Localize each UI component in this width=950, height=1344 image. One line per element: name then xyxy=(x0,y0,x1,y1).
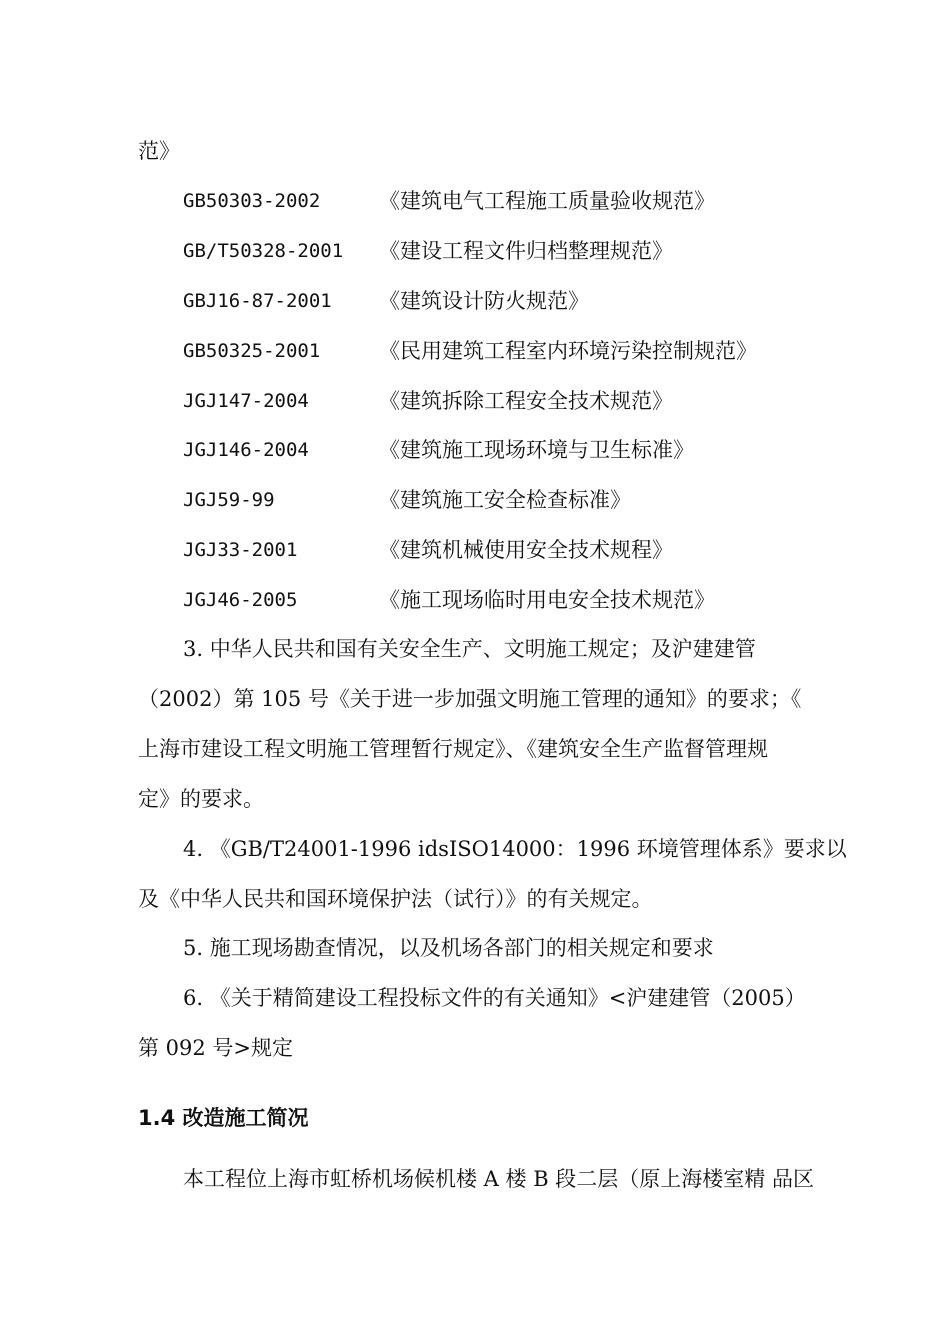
standard-title: 《建筑施工安全检查标准》 xyxy=(379,488,631,512)
item-4-line: 及《中华人民共和国环境保护法（试行）》的有关规定。 xyxy=(138,887,653,911)
item-4-line: 4. 《GB/T24001-1996 idsISO14000：1996 环境管理体系》要求以 xyxy=(183,837,847,861)
standard-title: 《民用建筑工程室内环境污染控制规范》 xyxy=(379,339,757,363)
standard-code: GBJ16-87-2001 xyxy=(183,290,332,312)
standard-code: JGJ59-99 xyxy=(183,489,275,511)
section-heading: 1.4 改造施工简况 xyxy=(138,1106,309,1130)
item-3-line: 定》的要求。 xyxy=(138,787,264,811)
standard-code: GB50325-2001 xyxy=(183,340,321,362)
item-6-line: 第 092 号>规定 xyxy=(138,1036,294,1060)
standard-title: 《建筑电气工程施工质量验收规范》 xyxy=(379,189,715,213)
standard-code: GB/T50328-2001 xyxy=(183,240,344,262)
section-paragraph-line: 本工程位上海市虹桥机场候机楼 A 楼 B 段二层（原上海楼室精 品区 xyxy=(183,1167,814,1191)
standard-title: 《建筑设计防火规范》 xyxy=(379,289,589,313)
standard-title: 《建筑拆除工程安全技术规范》 xyxy=(379,389,673,413)
item-3-line: （2002）第 105 号《关于进一步加强文明施工管理的通知》的要求；《 xyxy=(138,687,802,711)
standard-code: JGJ147-2004 xyxy=(183,390,309,412)
item-3-line: 3. 中华人民共和国有关安全生产、文明施工规定；及沪建建管 xyxy=(183,637,756,661)
standard-code: JGJ33-2001 xyxy=(183,539,298,561)
standard-title: 《建设工程文件归档整理规范》 xyxy=(379,239,673,263)
continued-text-fragment: 范》 xyxy=(138,139,180,163)
standard-code: GB50303-2002 xyxy=(183,190,321,212)
item-5-line: 5. 施工现场勘查情况，以及机场各部门的相关规定和要求 xyxy=(183,936,714,960)
item-3-line: 上海市建设工程文明施工管理暂行规定》、《建筑安全生产监督管理规 xyxy=(138,737,768,761)
standard-code: JGJ146-2004 xyxy=(183,439,309,461)
item-6-line: 6. 《关于精简建设工程投标文件的有关通知》<沪建建管（2005） xyxy=(183,986,806,1010)
standard-title: 《建筑施工现场环境与卫生标准》 xyxy=(379,438,694,462)
standard-code: JGJ46-2005 xyxy=(183,589,298,611)
standard-title: 《施工现场临时用电安全技术规范》 xyxy=(379,588,715,612)
standard-title: 《建筑机械使用安全技术规程》 xyxy=(379,538,673,562)
